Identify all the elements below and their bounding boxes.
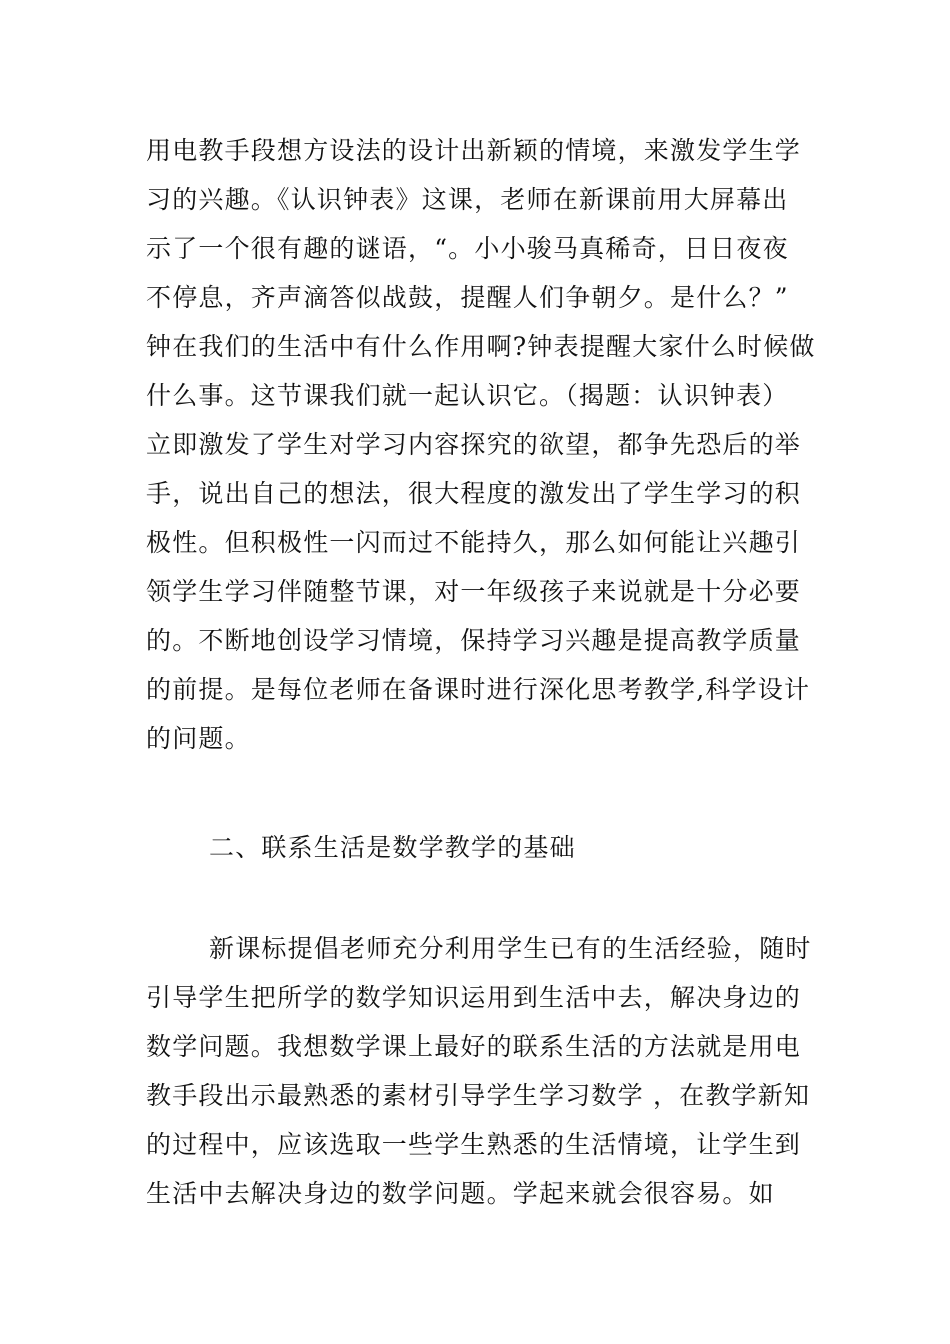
paragraph-line: 极性。但积极性一闪而过不能持久，那么如何能让兴趣引 (146, 528, 802, 557)
paragraph-line: 领学生学习伴随整节课，对一年级孩子来说就是十分必要 (146, 577, 802, 606)
paragraph-line: 生活中去解决身边的数学问题。学起来就会很容易。如 (146, 1179, 775, 1208)
paragraph-line: 用电教手段想方设法的设计出新颖的情境，来激发学生学 (146, 136, 802, 165)
paragraph-line: 数学问题。我想数学课上最好的联系生活的方法就是用电 (146, 1032, 802, 1061)
paragraph-line: 钟在我们的生活中有什么作用啊?钟表提醒大家什么时候做 (146, 332, 816, 361)
paragraph-line: 引导学生把所学的数学知识运用到生活中去，解决身边的 (146, 983, 802, 1012)
paragraph-line: 的问题。 (146, 724, 251, 753)
paragraph-line: 新课标提倡老师充分利用学生已有的生活经验，随时 (209, 934, 812, 963)
paragraph-clock-lesson (146, 126, 816, 763)
paragraph-line: 的。不断地创设学习情境，保持学习兴趣是提高教学质量 (146, 626, 802, 655)
paragraph-line: 教手段出示最熟悉的素材引导学生学习数学 ，在教学新知 (146, 1081, 811, 1110)
paragraph-line: 什么事。这节课我们就一起认识它。（揭题：认识钟表） (146, 381, 789, 410)
paragraph-line: 手，说出自己的想法，很大程度的激发出了学生学习的积 (146, 479, 802, 508)
paragraph-line: 的前提。是每位老师在备课时进行深化思考教学,科学设计 (146, 675, 811, 704)
paragraph-line: 示了一个很有趣的谜语，“。小小骏马真稀奇，日日夜夜 (146, 234, 789, 263)
section-heading: 二、联系生活是数学教学的基础 (209, 833, 576, 862)
paragraph-line: 的过程中，应该选取一些学生熟悉的生活情境，让学生到 (146, 1130, 802, 1159)
paragraph-line: 不停息，齐声滴答似战鼓，提醒人们争朝夕。是什么？” (146, 283, 789, 312)
paragraph-line: 习的兴趣。《认识钟表》这课，老师在新课前用大屏幕出 (146, 185, 789, 214)
paragraph-line: 立即激发了学生对学习内容探究的欲望，都争先恐后的举 (146, 430, 802, 459)
paragraph-life-connection (146, 924, 812, 1218)
